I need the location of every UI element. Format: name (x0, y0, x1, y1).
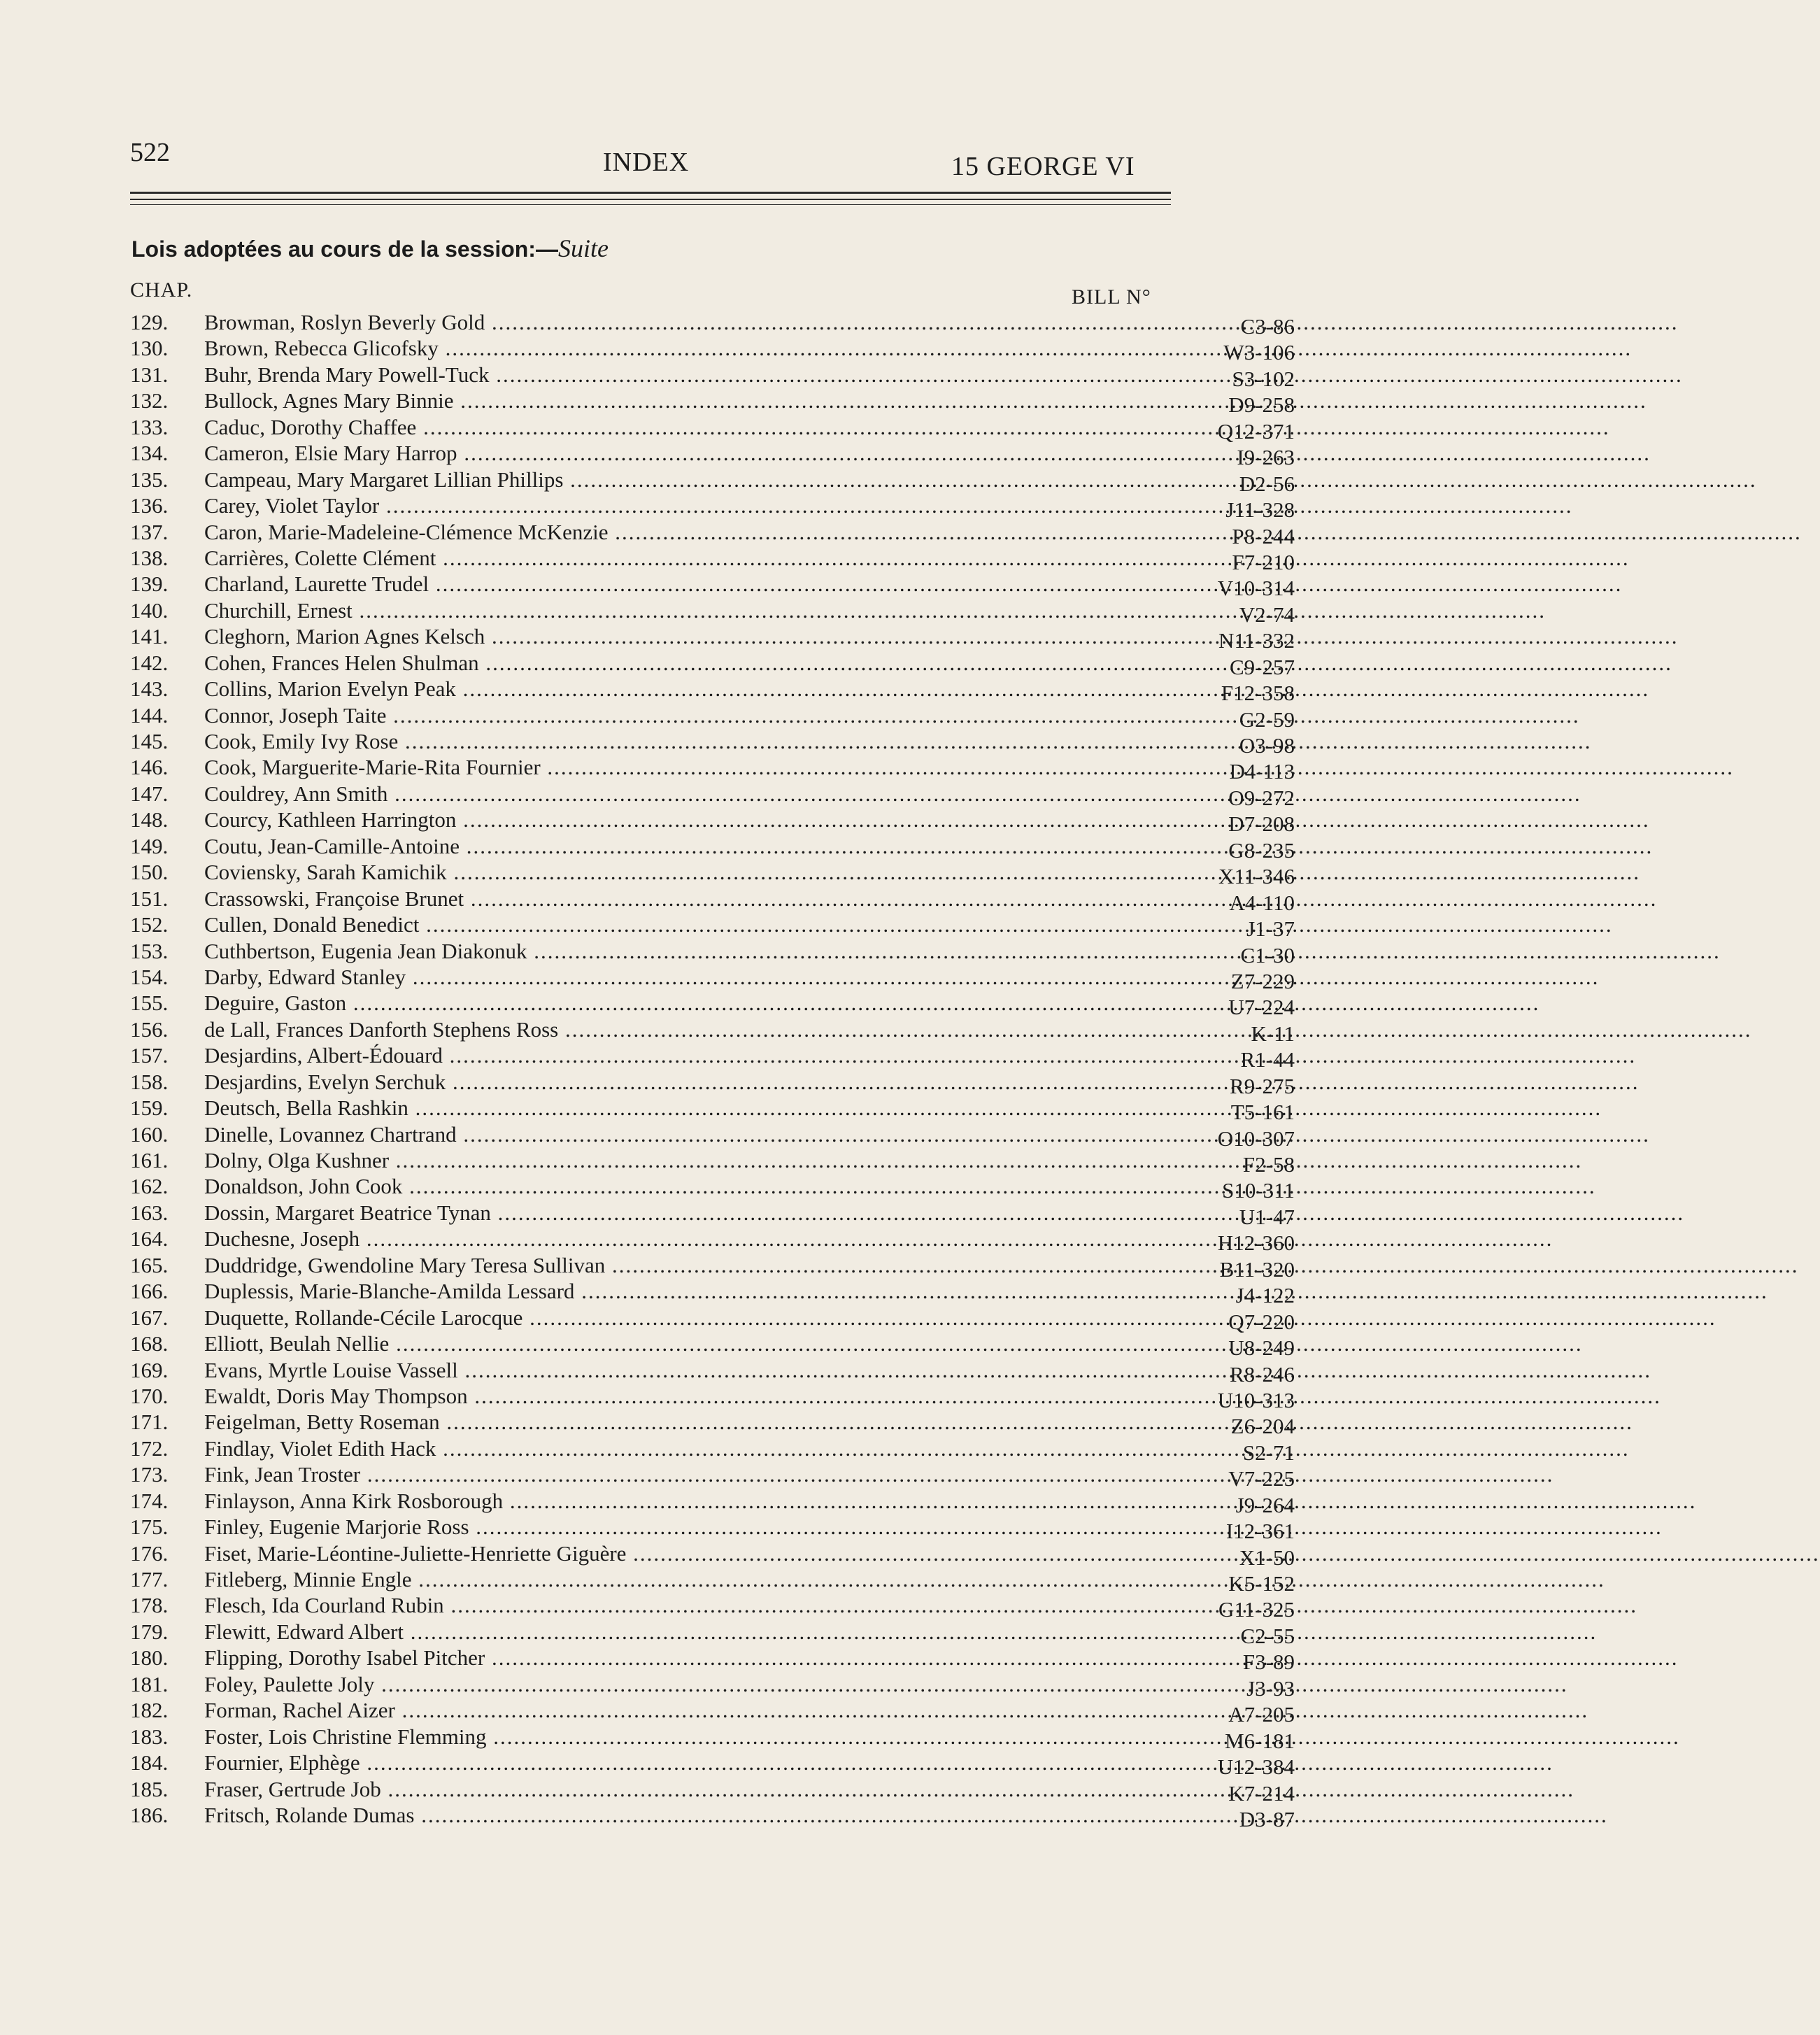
entry-chapter-number: 154. (130, 964, 169, 989)
entry-bill-number: D2-56 (1239, 471, 1295, 496)
entry-bill-number: O9-272 (1228, 785, 1295, 810)
entry-bill-number: K5-152 (1228, 1571, 1295, 1596)
entry-chapter-number: 168. (130, 1331, 169, 1356)
entry-bill-number: J1-37 (1246, 916, 1295, 942)
entry-name: Cohen, Frances Helen Shulman ..... (204, 650, 1087, 676)
running-header: 15 GEORGE VI (951, 152, 1135, 181)
index-entry (130, 964, 1295, 993)
index-entry (130, 335, 1295, 365)
entry-bill-number: I9-263 (1237, 445, 1295, 470)
entry-bill-number: J9-264 (1235, 1492, 1295, 1517)
entry-bill-number: A7-205 (1228, 1702, 1295, 1727)
column-header-chap: CHAP. (130, 278, 193, 302)
entry-name: Duplessis, Marie-Blanche-Amilda Lessard ..... (204, 1278, 1087, 1304)
entry-name: Cook, Emily Ivy Rose ..... (204, 728, 1087, 754)
entry-chapter-number: 176. (130, 1540, 169, 1566)
index-entry (130, 1357, 1295, 1387)
index-entry (130, 1802, 1295, 1831)
index-entry (130, 754, 1295, 784)
entry-name: Crassowski, Françoise Brunet ..... (204, 886, 1087, 912)
entry-bill-number: F12-358 (1221, 681, 1295, 706)
entry-chapter-number: 180. (130, 1645, 169, 1671)
entry-bill-number: P8-244 (1232, 523, 1295, 548)
entry-chapter-number: 143. (130, 676, 169, 702)
entry-chapter-number: 170. (130, 1383, 169, 1408)
entry-name: Foster, Lois Christine Flemming ..... (204, 1724, 1087, 1750)
index-entry (130, 1331, 1295, 1361)
entry-bill-number: X1-50 (1239, 1545, 1295, 1570)
page-title: INDEX (603, 148, 690, 177)
entry-chapter-number: 135. (130, 467, 169, 492)
index-entry (130, 807, 1295, 837)
index-entry (130, 597, 1295, 627)
index-entry (130, 1226, 1295, 1256)
entry-name: Browman, Roslyn Beverly Gold ..... (204, 309, 1087, 335)
entry-bill-number: C1-30 (1240, 942, 1295, 967)
index-entry (130, 545, 1295, 574)
entry-name: Donaldson, John Cook ..... (204, 1173, 1087, 1199)
entry-chapter-number: 175. (130, 1515, 169, 1540)
entry-bill-number: U12-384 (1217, 1754, 1295, 1780)
entry-name: Coviensky, Sarah Kamichik ..... (204, 859, 1087, 885)
entry-bill-number: S10-311 (1222, 1178, 1295, 1203)
entry-chapter-number: 172. (130, 1435, 169, 1461)
entry-name: Fink, Jean Troster ..... (204, 1461, 1087, 1487)
index-entry (130, 1016, 1295, 1046)
entry-name: Cuthbertson, Eugenia Jean Diakonuk ..... (204, 938, 1087, 964)
index-entry (130, 1592, 1295, 1622)
index-entry (130, 990, 1295, 1020)
entry-bill-number: J4-122 (1235, 1283, 1295, 1308)
index-entry (130, 1409, 1295, 1439)
index-entry (130, 859, 1295, 889)
entry-name: Duchesne, Joseph ..... (204, 1226, 1087, 1252)
index-entry (130, 309, 1295, 339)
entry-chapter-number: 138. (130, 545, 169, 570)
index-entry (130, 938, 1295, 967)
index-entry (130, 519, 1295, 548)
entry-chapter-number: 158. (130, 1069, 169, 1094)
entry-name: Dolny, Olga Kushner ..... (204, 1147, 1087, 1173)
index-entry (130, 1173, 1295, 1203)
entry-chapter-number: 134. (130, 441, 169, 466)
entry-bill-number: G11-325 (1218, 1597, 1295, 1622)
entry-name: Darby, Edward Stanley ..... (204, 964, 1087, 990)
entry-bill-number: S3-102 (1232, 366, 1295, 391)
entry-name: Churchill, Ernest ..... (204, 597, 1087, 623)
index-entry (130, 388, 1295, 418)
index-entry (130, 1383, 1295, 1412)
entry-chapter-number: 152. (130, 912, 169, 937)
entry-name: Fraser, Gertrude Job ..... (204, 1776, 1087, 1802)
entry-name: Connor, Joseph Taite ..... (204, 702, 1087, 728)
entry-name: Dossin, Margaret Beatrice Tynan ..... (204, 1200, 1087, 1226)
entry-bill-number: X11-346 (1218, 864, 1295, 889)
index-entry (130, 440, 1295, 470)
entry-chapter-number: 178. (130, 1593, 169, 1618)
entry-bill-number: W3-106 (1223, 340, 1295, 365)
index-entry (130, 1645, 1295, 1675)
index-entry (130, 571, 1295, 601)
entry-name: Evans, Myrtle Louise Vassell ..... (204, 1357, 1087, 1383)
entry-chapter-number: 157. (130, 1043, 169, 1068)
entry-chapter-number: 165. (130, 1252, 169, 1277)
entry-bill-number: C9-257 (1230, 654, 1295, 679)
entry-name: Brown, Rebecca Glicofsky ..... (204, 335, 1087, 361)
entry-name: Duddridge, Gwendoline Mary Teresa Sullivan ..... (204, 1252, 1087, 1278)
entry-bill-number: H12-360 (1217, 1231, 1295, 1256)
index-entry (130, 1514, 1295, 1544)
entry-bill-number: T5-161 (1230, 1100, 1295, 1125)
entry-chapter-number: 153. (130, 938, 169, 963)
entry-bill-number: G2-59 (1239, 707, 1295, 732)
entry-bill-number: U10-313 (1217, 1387, 1295, 1412)
index-entry (130, 1095, 1295, 1125)
entry-name: Forman, Rachel Aizer ..... (204, 1697, 1087, 1723)
index-entry (130, 886, 1295, 915)
entry-bill-number: Q7-220 (1228, 1309, 1295, 1334)
entry-name: Caduc, Dorothy Chaffee ..... (204, 414, 1087, 440)
entry-chapter-number: 186. (130, 1802, 169, 1827)
entry-name: Finley, Eugenie Marjorie Ross ..... (204, 1514, 1087, 1540)
entry-bill-number: F3-89 (1242, 1650, 1295, 1675)
index-entry (130, 1069, 1295, 1098)
entry-bill-number: M6-181 (1225, 1728, 1295, 1753)
index-entry (130, 1252, 1295, 1282)
entry-chapter-number: 141. (130, 624, 169, 649)
entry-chapter-number: 149. (130, 833, 169, 858)
entry-name: Deguire, Gaston ..... (204, 990, 1087, 1016)
index-entry (130, 1566, 1295, 1596)
entry-bill-number: R8-246 (1230, 1361, 1295, 1387)
entry-name: Fitleberg, Minnie Engle ..... (204, 1566, 1087, 1592)
entry-bill-number: R9-275 (1230, 1073, 1295, 1098)
entry-name: Desjardins, Albert-Édouard ..... (204, 1042, 1087, 1068)
entry-name: Flesch, Ida Courland Rubin ..... (204, 1592, 1087, 1618)
index-entry (130, 1147, 1295, 1177)
entry-chapter-number: 145. (130, 729, 169, 753)
index-entry (130, 1042, 1295, 1072)
index-entry (130, 623, 1295, 653)
entry-name: Deutsch, Bella Rashkin ..... (204, 1095, 1087, 1121)
entry-name: Feigelman, Betty Roseman ..... (204, 1409, 1087, 1435)
entry-name: Elliott, Beulah Nellie ..... (204, 1331, 1087, 1356)
entry-name: Bullock, Agnes Mary Binnie ..... (204, 388, 1087, 413)
entry-bill-number: K-11 (1251, 1021, 1295, 1046)
entry-chapter-number: 140. (130, 597, 169, 623)
entry-bill-number: V2-74 (1239, 602, 1295, 627)
index-entry (130, 1278, 1295, 1308)
index-entry (130, 492, 1295, 523)
entry-name: Dinelle, Lovannez Chartrand ..... (204, 1121, 1087, 1147)
entry-chapter-number: 169. (130, 1357, 169, 1382)
entry-chapter-number: 166. (130, 1279, 169, 1304)
entry-bill-number: K7-214 (1228, 1780, 1295, 1806)
entry-name: Fiset, Marie-Léontine-Juliette-Henriette Giguère ..... (204, 1540, 1087, 1566)
index-entry (130, 728, 1295, 758)
entry-name: Cullen, Donald Benedict ..... (204, 912, 1087, 937)
entry-chapter-number: 167. (130, 1305, 169, 1330)
index-entry (130, 1619, 1295, 1648)
entry-name: Flewitt, Edward Albert ..... (204, 1619, 1087, 1645)
entry-bill-number: N11-332 (1218, 628, 1295, 653)
entry-chapter-number: 151. (130, 886, 169, 911)
index-entry (130, 1776, 1295, 1806)
entry-name: Desjardins, Evelyn Serchuk ..... (204, 1069, 1087, 1095)
entry-name: Cook, Marguerite-Marie-Rita Fournier ..... (204, 754, 1087, 780)
entry-bill-number: U8-249 (1228, 1335, 1295, 1361)
entry-chapter-number: 185. (130, 1776, 169, 1801)
entry-chapter-number: 148. (130, 807, 169, 832)
entry-name: Coutu, Jean-Camille-Antoine ..... (204, 833, 1087, 859)
entry-bill-number: C3-86 (1240, 314, 1295, 339)
entry-bill-number: D4-113 (1229, 759, 1295, 784)
index-entry (130, 1671, 1295, 1701)
index-entries-list (130, 309, 1295, 1831)
page-number: 522 (130, 138, 170, 167)
index-entry (130, 1435, 1295, 1465)
index-entry (130, 1750, 1295, 1780)
column-header-bill: BILL N° (1072, 285, 1151, 309)
entry-bill-number: C2-55 (1240, 1623, 1295, 1648)
entry-name: Courcy, Kathleen Harrington ..... (204, 807, 1087, 832)
entry-bill-number: Z7-229 (1230, 968, 1295, 993)
index-entry (130, 833, 1295, 863)
entry-bill-number: Z6-204 (1230, 1414, 1295, 1439)
entry-chapter-number: 129. (130, 310, 169, 334)
entry-bill-number: O10-307 (1217, 1126, 1295, 1151)
index-entry (130, 467, 1295, 496)
entry-chapter-number: 131. (130, 362, 169, 387)
entry-chapter-number: 182. (130, 1698, 169, 1723)
entry-name: Cleghorn, Marion Agnes Kelsch ..... (204, 623, 1087, 649)
index-entry (130, 1724, 1295, 1753)
entry-name: Caron, Marie-Madeleine-Clémence McKenzie ..... (204, 519, 1087, 545)
index-entry (130, 781, 1295, 810)
entry-bill-number: G8-235 (1228, 837, 1295, 863)
entry-bill-number: D3-87 (1239, 1806, 1295, 1831)
entry-name: de Lall, Frances Danforth Stephens Ross ..... (204, 1016, 1087, 1042)
index-entry (130, 1461, 1295, 1491)
entry-chapter-number: 156. (130, 1016, 169, 1042)
entry-name: Flipping, Dorothy Isabel Pitcher ..... (204, 1645, 1087, 1671)
index-entry (130, 414, 1295, 444)
entry-chapter-number: 184. (130, 1750, 169, 1775)
header-rule-bottom (130, 204, 1171, 205)
entry-name: Carrières, Colette Clément ..... (204, 545, 1087, 571)
entry-chapter-number: 137. (130, 519, 169, 544)
entry-bill-number: D7-208 (1228, 811, 1295, 837)
entry-chapter-number: 174. (130, 1488, 169, 1513)
entry-name: Campeau, Mary Margaret Lillian Phillips ..... (204, 467, 1087, 492)
entry-bill-number: F7-210 (1232, 549, 1295, 574)
entry-chapter-number: 133. (130, 414, 169, 439)
entry-name: Cameron, Elsie Mary Harrop ..... (204, 440, 1087, 466)
entry-chapter-number: 139. (130, 572, 169, 597)
entry-name: Ewaldt, Doris May Thompson ..... (204, 1383, 1087, 1409)
section-heading-text: Lois adoptées au cours de la session:— (131, 236, 558, 262)
index-entry (130, 1121, 1295, 1151)
entry-bill-number: R1-44 (1240, 1047, 1295, 1072)
entry-name: Couldrey, Ann Smith ..... (204, 781, 1087, 807)
index-entry (130, 362, 1295, 391)
entry-chapter-number: 181. (130, 1671, 169, 1696)
entry-chapter-number: 132. (130, 388, 169, 413)
entry-chapter-number: 183. (130, 1724, 169, 1749)
entry-bill-number: S2-71 (1242, 1440, 1295, 1465)
index-entry (130, 676, 1295, 706)
index-entry (130, 912, 1295, 942)
entry-chapter-number: 171. (130, 1410, 169, 1435)
header-rule-top (130, 192, 1171, 194)
entry-name: Fournier, Elphège ..... (204, 1750, 1087, 1775)
entry-bill-number: F2-58 (1242, 1152, 1295, 1177)
index-entry (130, 1305, 1295, 1334)
entry-bill-number: O3-98 (1239, 733, 1295, 758)
entry-chapter-number: 164. (130, 1226, 169, 1252)
entry-bill-number: B11-320 (1219, 1256, 1295, 1282)
entry-bill-number: I12-361 (1225, 1519, 1295, 1544)
entry-chapter-number: 136. (130, 493, 169, 518)
entry-bill-number: A4-110 (1229, 890, 1295, 915)
entry-chapter-number: 147. (130, 781, 169, 806)
index-entry (130, 1540, 1295, 1570)
entry-name: Buhr, Brenda Mary Powell-Tuck ..... (204, 362, 1087, 388)
entry-chapter-number: 146. (130, 755, 169, 780)
entry-name: Finlayson, Anna Kirk Rosborough ..... (204, 1488, 1087, 1514)
entry-name: Duquette, Rollande-Cécile Larocque ..... (204, 1305, 1087, 1331)
entry-chapter-number: 130. (130, 336, 169, 361)
entry-bill-number: V10-314 (1217, 576, 1295, 601)
entry-chapter-number: 155. (130, 991, 169, 1016)
index-entry (130, 1488, 1295, 1517)
entry-chapter-number: 144. (130, 702, 169, 728)
entry-chapter-number: 162. (130, 1174, 169, 1199)
entry-bill-number: U1-47 (1239, 1204, 1295, 1229)
entry-chapter-number: 179. (130, 1619, 169, 1644)
entry-chapter-number: 173. (130, 1462, 169, 1487)
entry-name: Foley, Paulette Joly ..... (204, 1671, 1087, 1697)
entry-name: Findlay, Violet Edith Hack ..... (204, 1435, 1087, 1461)
section-heading-suite: Suite (557, 234, 609, 262)
header-rule-middle (130, 199, 1171, 200)
entry-chapter-number: 150. (130, 860, 169, 885)
entry-chapter-number: 159. (130, 1096, 169, 1121)
section-heading (131, 234, 609, 263)
entry-chapter-number: 163. (130, 1200, 169, 1225)
entry-chapter-number: 161. (130, 1148, 169, 1172)
index-entry (130, 1697, 1295, 1727)
entry-name: Charland, Laurette Trudel ..... (204, 571, 1087, 597)
entry-bill-number: D9-258 (1228, 392, 1295, 418)
entry-bill-number: Q12-371 (1217, 418, 1295, 444)
entry-name: Carey, Violet Taylor ..... (204, 492, 1087, 518)
entry-bill-number: V7-225 (1228, 1466, 1295, 1491)
entry-name: Collins, Marion Evelyn Peak ..... (204, 676, 1087, 702)
entry-name: Fritsch, Rolande Dumas ..... (204, 1802, 1087, 1828)
entry-bill-number: J11-328 (1225, 497, 1295, 523)
index-entry (130, 650, 1295, 679)
index-entry (130, 702, 1295, 732)
entry-bill-number: J3-93 (1246, 1675, 1295, 1701)
entry-chapter-number: 160. (130, 1121, 169, 1147)
index-entry (130, 1200, 1295, 1229)
entry-bill-number: U7-224 (1228, 995, 1295, 1020)
entry-chapter-number: 142. (130, 650, 169, 675)
entry-chapter-number: 177. (130, 1567, 169, 1591)
